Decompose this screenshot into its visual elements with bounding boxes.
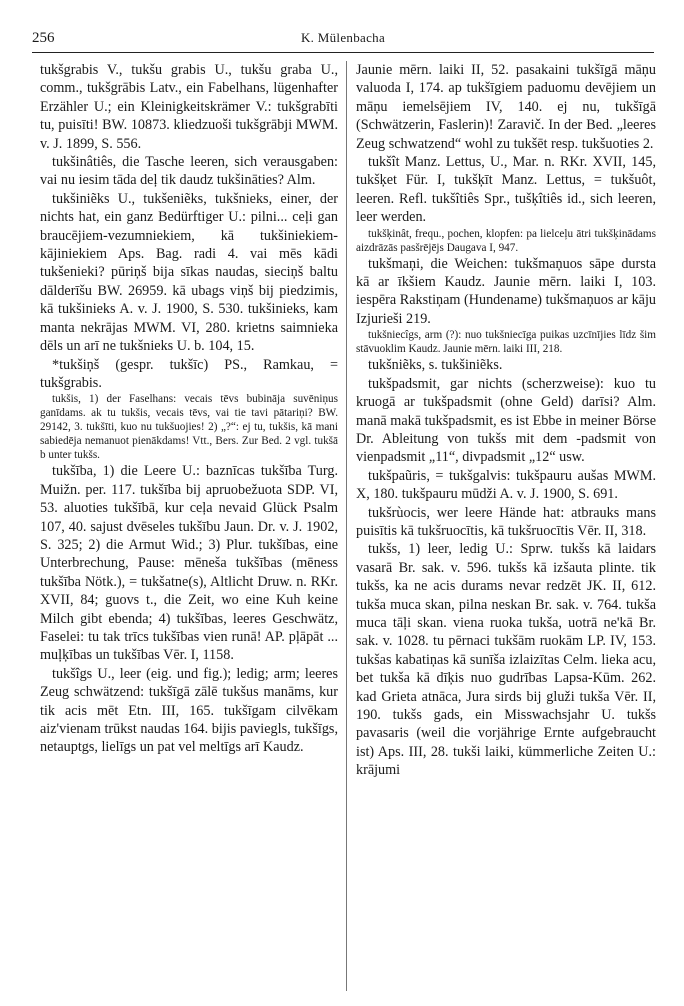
entry-tuksinieks: tukšiniẽks U., tukšeniẽks, tukšnieks, einer, der nichts hat, ein ganz Bedürftiger U.: pilni... ceļi gan braucējiem-vezumniekiem, kā tukšiniekiem-kājiniekiem Aps. Bag. radi 4. vai mēs kādi tukšenieki? pūriņš bija sīkas naudas, sieciņš baltu dālderīšu BW. 26959. kā ubags viņš bij piedzimis, kā tukšinieks A. v. J. 1900, S. 530. tukšinieks, kam manta nekrājas MWM. VI, 280. krietns saimnieka dēls un arī ne tukšnieks U. b. 104, 15. [40, 190, 338, 355]
entry-tukspadsmit: tukšpadsmit, gar nichts (scherzweise): kuo tu kruogā ar tukšpadsmit (ohne Geld) darīsi? Alm. manā makā tukšpadsmit, es ist Ebbe in meiner Börse Dr. Ableitung von tukšs mit dem -padsmit von vienpadsmit „11“, divpadsmit „12“ usw. [356, 375, 656, 466]
entry-tukspauris: tukšpaũris, = tukšgalvis: tukšpauru aušas MWM. X, 180. tukšpauru mūdži A. v. J. 1900, S. 691. [356, 467, 656, 503]
entry-tuksit: tukšît Manz. Lettus, U., Mar. n. RKr. XVII, 145, tukšķet Für. I, tukšķīt Manz. Lettus, = tukšuôt, leeren. Refl. tukšîtiês Spr., tušķîtiês id., sich leeren, leer werden. [356, 154, 656, 226]
entry-tuksigs-continued: Jaunie mērn. laiki II, 52. pasakaini tukšīgā māņu valuoda I, 174. ap tukšīgiem paduomu devējiem un māņu iemelsējiem IV, 140. ej nu, tukšīgā (Schwätzerin, Faslerin)! Zaravič. In der Bed. „leeres Zeug schwatzend“ wohl zu tukšēt resp. tukšuoties 2. [356, 62, 656, 152]
entry-tuksiba: tukšība, 1) die Leere U.: baznīcas tukšība Turg. Muižn. per. 117. tukšība bij apruobežuota SDP. VI, 53. aluoties tukšībā, kur ceļa nevaid Glück Psalm 107, 40. sajust dvēseles tukšību Jaun. Dr. v. J. 1902, S. 325; 2) die Armut Wid.; 3) Plur. tukšības, eine Unterbrechung, Pause: mēneša tukšības (mēness tukšība Nötk.), = tukšatne(s), Altlicht Druw. n. RKr. XVII, 84; guovs t., die Zeit, wo eine Kuh keine Milch gibt ebenda; 4) tukšības, leeres Geschwätz, Faselei: tu tak trīcs tukšības vien runā! AP. pļāpāt ... muļķības un tukšības Vēr. I, 1158. [40, 463, 338, 664]
entry-tuksmani: tukšmaņi, die Weichen: tukšmaņuos sāpe dursta kā ar īkšiem Kaudz. Jaunie mērn. laiki I, 103. iespēra Rakstiņam (Hundename) tukšmaņuos ar kāju Izjurieši 219. [356, 255, 656, 327]
page-header [32, 30, 654, 53]
right-column [356, 61, 656, 996]
entry-tukss: tukšs, 1) leer, ledig U.: Sprw. tukšs kā laidars vasarā Br. sak. v. 596. tukšs kā izšauta plinte. tik tukšs, ka ne acis durams nevar redzēt JK. II, 612. tukša muca skan, pilna neskan Br. sak. v. 764. tukša muca tāļi skan. viena ruoka tukša, uotrā ne'kā Br. sak. v. 1028. tu pērnaci tukšām ruokām LP. IV, 153. tukšas kabatiņas kā sunīša izlaizītas Celm. lieka acu, bet tukša kā dīķis nuo gudrības Lapsa-Kūm. 262. kad Grieta atnāca, Jura sirds bij gluži tukša Vēr. II, 190. tukšs gads, ein Misswachsjahr U. tukšs pavasaris (weil die vorjährige Ernte aufgebraucht ist) Aps. III, 28. tukši laiki, kümmerliche Zeiten U.: krājumi [356, 541, 656, 779]
entry-tukskinat: tukšķinât, frequ., pochen, klopfen: pa lielceļu ātri tukšķinādams aizdrāzās pasšrējējs Daugava I, 947. [356, 227, 656, 254]
column-divider [346, 61, 347, 991]
running-head: K. Mülenbacha [300, 30, 386, 45]
entry-tuksinaties: tukšinâtiês, die Tasche leeren, sich verausgaben: vai nu iesim tāda deļ tik daudz tukšināties? Alm. [40, 154, 338, 189]
entry-tuksgrabis: tukšgrabis V., tukšu grabis U., tukšu graba U., comm., tukšgrābis Latv., ein Fabelhans, lügenhafter Erzähler U.; ein Kleinigkeitskrämer V.: tukšgrabīti tu, puisīti! BW. 10873. kliedzuoši tukšgrābji MWM. v. J. 1899, S. 556. [40, 62, 338, 152]
left-column [40, 61, 338, 996]
entry-tuksins: *tukšiņš (gespr. tukšīc) PS., Ramkau, = tukšgrabis. [40, 356, 338, 391]
entry-tuksruocis: tukšrùocis, wer leere Hände hat: atbrauks mans puisītis kā tukšruocītis, kā tukšruocītis Vēr. II, 318. [356, 504, 656, 539]
entry-tuksigs: tukšîgs U., leer (eig. und fig.); ledig; arm; leeres Zeug schwätzend: tukšīgā zālē tukšus manāms, kur tik acis mēt Etn. III, 165. tukšīgam cilvēkam aiz'vienam trūkst naudas 164. bijis paviegls, tukšīgs, netauptgs, lielīgs un pat vel meltīgs arī Kaudz. [40, 665, 338, 756]
entry-tuksniecigs: tukšniecîgs, arm (?): nuo tukšniecīga puikas uzcīnījies līdz šim stāvuoklim Kaudz. Jaunie mērn. laiki III, 218. [356, 329, 656, 356]
entry-tuksis: tukšis, 1) der Faselhans: vecais tēvs bubināja suvēniņus ganīdams. ak tu tukšis, vecais tēvs, vai tie tavi pātariņi? BW. 29142, 3. tukšīti, kuo nu tukšuojies! 2) „?“: ej tu, tukšis, kā mani sabiedēja nemanuot pienākdams! Vtt., Bers. Zur Bed. 2 vgl. tukšā b unter tukšs. [40, 393, 338, 462]
entry-tuksnieks: tukšniẽks, s. tukšiniẽks. [368, 357, 503, 374]
page-number: 256 [32, 30, 55, 46]
